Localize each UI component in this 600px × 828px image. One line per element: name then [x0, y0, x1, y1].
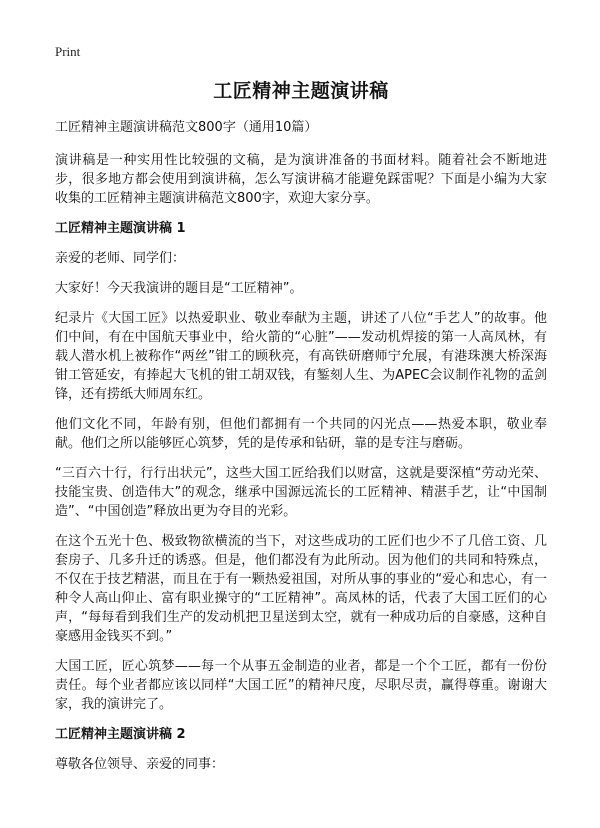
section-1-paragraph-2: 大家好！今天我演讲的题目是“工匠精神”。: [55, 281, 303, 296]
section-2-paragraph-1: 尊敬各位领导、亲爱的同事：: [55, 757, 225, 772]
section-1-paragraph-3: 纪录片《大国工匠》以热爱职业、敬业奉献为主题，讲述了八位“手艺人”的故事。他们中间，有在中国航天事业中，给火箭的“心脏”——发动机焊接的第一人高凤林，有载人潜水机上被称作“两丝”钳工的顾秋亮，有高铁研磨师宁允展，有港珠澳大桥深海钳工管延安，有捧起大飞机的钳工胡双钱，有錾刻人生、为APEC会议制作礼物的孟剑锋，还有捞纸大师周东红。: [55, 311, 547, 402]
document-subtitle: 工匠精神主题演讲稿范文800字（通用10篇）: [55, 120, 318, 135]
document-body: [55, 78, 547, 785]
section-1-paragraph-7: 大国工匠，匠心筑梦——每一个从事五金制造的业者，都是一个个工匠，都有一份份责任。每个业者都应该以同样“大国工匠”的精神尺度，尽职尽责，赢得尊重。谢谢大家，我的演讲完了。: [55, 659, 547, 712]
section-2-heading: 工匠精神主题演讲稿 2: [55, 727, 186, 742]
page-title: 工匠精神主题演讲稿: [213, 80, 389, 102]
section-1-paragraph-1: 亲爱的老师、同学们：: [55, 251, 186, 266]
section-1-heading: 工匠精神主题演讲稿 1: [55, 221, 186, 236]
intro-paragraph: 演讲稿是一种实用性比较强的文稿，是为演讲准备的书面材料。随着社会不断地进步，很多地方都会使用到演讲稿，怎么写演讲稿才能避免踩雷呢？下面是小编为大家收集的工匠精神主题演讲稿范文800字，欢迎大家分享。: [55, 153, 547, 206]
section-1-paragraph-6: 在这个五光十色、极致物欲横流的当下，对这些成功的工匠们也少不了几倍工资、几套房子、几多升迁的诱惑。但是，他们都没有为此所动。因为他们的共同和特殊点，不仅在于技艺精湛，而且在于有一颗热爱祖国，对所从事的事业的“爱心和忠心，有一种令人高山仰止、富有职业操守的“工匠精神”。高凤林的话，代表了大国工匠们的心声，“每每看到我们生产的发动机把卫星送到太空，就有一种成功后的自豪感，这种自豪感用金钱买不到。”: [55, 534, 547, 644]
section-1-paragraph-4: 他们文化不同，年龄有别，但他们都拥有一个共同的闪光点——热爱本职，敬业奉献。他们之所以能够匠心筑梦，凭的是传承和钻研，靠的是专注与磨砺。: [55, 417, 547, 451]
section-1-paragraph-5: “三百六十行，行行出状元”，这些大国工匠给我们以财富，这就是要深植“劳动光荣、技能宝贵、创造伟大”的观念，继承中国源远流长的工匠精神、精湛手艺，让“中国制造”、“中国创造”释放出更为夺目的光彩。: [55, 466, 547, 519]
print-link[interactable]: Print: [55, 44, 81, 59]
